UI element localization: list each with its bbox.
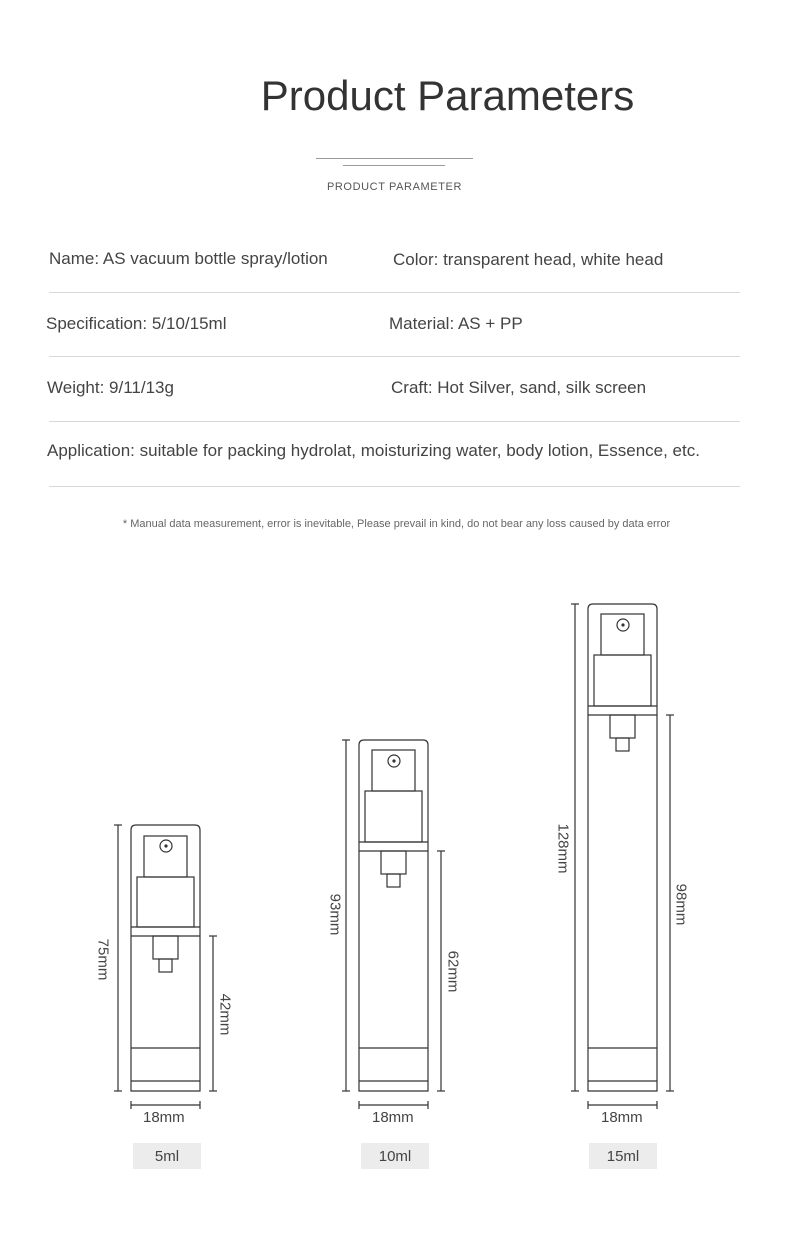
bottle-15ml-body-height: 98mm (672, 883, 690, 926)
param-color: Color: transparent head, white head (393, 250, 664, 269)
bottle-15ml-drawing (571, 604, 674, 1109)
param-weight: Weight: 9/11/13g (47, 378, 174, 397)
bottle-10ml-height: 93mm (326, 893, 344, 936)
param-application: Application: suitable for packing hydrolat, moisturizing water, body lotion, Essence, etc. (47, 441, 700, 460)
bottle-5ml-body-height: 42mm (216, 993, 234, 1036)
param-craft: Craft: Hot Silver, sand, silk screen (391, 378, 647, 397)
bottle-15ml-volume: 15ml (589, 1143, 657, 1169)
bottle-10ml-volume: 10ml (361, 1143, 429, 1169)
bottle-10ml-width: 18mm (372, 1109, 414, 1126)
page-subtitle: PRODUCT PARAMETER (326, 181, 463, 193)
param-name: Name: AS vacuum bottle spray/lotion (49, 249, 328, 268)
measurement-note: * Manual data measurement, error is inevitable, Please prevail in kind, do not bear any loss caused by data error (122, 518, 671, 530)
param-material: Material: AS + PP (389, 314, 523, 333)
bottle-5ml-height: 75mm (94, 938, 112, 981)
bottle-10ml-drawing (342, 740, 445, 1109)
bottle-15ml-width: 18mm (601, 1109, 643, 1126)
bottle-5ml-drawing (114, 825, 217, 1109)
bottle-10ml-body-height: 62mm (444, 950, 462, 993)
param-specification: Specification: 5/10/15ml (46, 314, 227, 333)
page-title: Product Parameters (260, 72, 635, 119)
bottle-15ml-height: 128mm (554, 823, 572, 874)
bottle-5ml-width: 18mm (143, 1109, 185, 1126)
bottle-5ml-volume: 5ml (133, 1143, 201, 1169)
